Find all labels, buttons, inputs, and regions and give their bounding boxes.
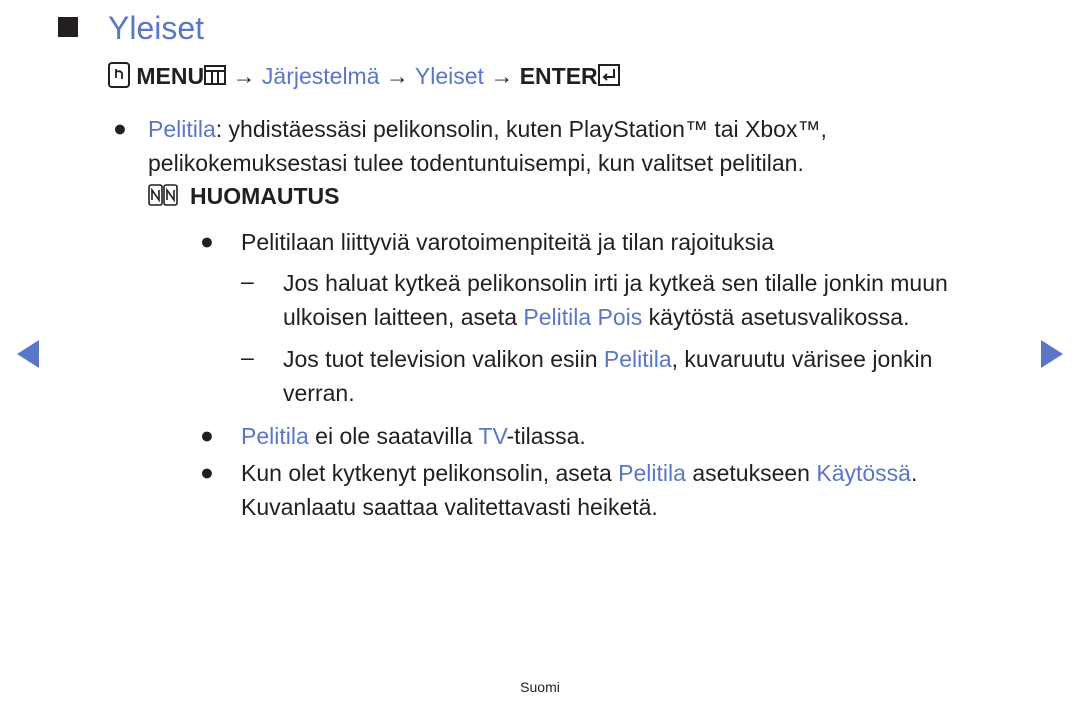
game-mode-text-line2: pelikokemuksestasi tulee todentuntuisempi, kun valitset pelitilan.: [148, 150, 804, 176]
subpoint-disconnect-line1: Jos haluat kytkeä pelikonsolin irti ja kytkeä sen tilalle jonkin muun: [283, 270, 948, 296]
tv-mode-post: -tilassa.: [506, 423, 586, 449]
bullet-icon: ●: [200, 422, 214, 448]
footer-language: Suomi: [520, 679, 560, 695]
prev-page-arrow-icon[interactable]: [17, 340, 39, 368]
game-mode-off-term: Pelitila Pois: [523, 304, 643, 330]
remote-o-icon: [108, 62, 130, 94]
connected-line2: Kuvanlaatu saattaa valitettavasti heiketä.: [241, 494, 658, 520]
menu-arrow: →: [385, 63, 409, 90]
menu-arrow: →: [232, 63, 256, 90]
game-mode-term: Pelitila: [603, 346, 672, 372]
restrictions-heading: Pelitilaan liittyviä varotoimenpiteitä ja tilan rajoituksia: [241, 229, 775, 255]
game-mode-term: Pelitila: [148, 116, 216, 142]
connected-pre: Kun olet kytkenyt pelikonsolin, aseta: [241, 460, 619, 486]
tv-mode-mid: ei ole saatavilla: [308, 423, 479, 449]
menu-path: [108, 62, 620, 94]
bullet-icon: ●: [200, 459, 214, 485]
dash-icon: –: [241, 268, 254, 294]
note-label: HUOMAUTUS: [190, 183, 340, 209]
dash-icon: –: [241, 344, 254, 370]
enter-icon: [598, 64, 620, 92]
game-mode-text-line1: : yhdistäessäsi pelikonsolin, kuten PlayStation™ tai Xbox™,: [215, 116, 827, 142]
next-page-arrow-icon[interactable]: [1041, 340, 1063, 368]
menu-label: MENU: [136, 63, 205, 90]
menu-icon: [204, 64, 226, 92]
section-square-icon: [58, 17, 78, 37]
game-mode-term: Pelitila: [618, 460, 686, 486]
menu-step-general: Yleiset: [414, 63, 484, 90]
game-mode-description: [148, 112, 1028, 180]
subpoint-menu-pre: Jos tuot television valikon esiin: [283, 346, 604, 372]
tv-term: TV: [478, 423, 507, 449]
connected-mid: asetukseen: [685, 460, 817, 486]
connected-note: [241, 456, 1031, 524]
subpoint-disconnect-post: käytöstä asetusvalikossa.: [642, 304, 910, 330]
page-title: Yleiset: [108, 10, 205, 46]
subpoint-disconnect-pre: ulkoisen laitteen, aseta: [283, 304, 524, 330]
subpoint-disconnect: [283, 266, 1023, 334]
subpoint-menu-line2: verran.: [283, 380, 355, 406]
bullet-icon: ●: [113, 115, 127, 141]
tv-mode-note: [241, 419, 1031, 453]
menu-arrow: →: [490, 63, 514, 90]
note-header: [148, 183, 340, 212]
connected-post: .: [910, 460, 918, 486]
bullet-icon: ●: [200, 228, 214, 254]
note-icon: [148, 184, 178, 212]
subpoint-menu: [283, 342, 1023, 410]
enabled-term: Käytössä: [816, 460, 911, 486]
enter-label: ENTER: [519, 63, 598, 90]
subpoint-menu-post: , kuvaruutu värisee jonkin: [671, 346, 933, 372]
game-mode-term: Pelitila: [241, 423, 309, 449]
menu-step-system: Järjestelmä: [261, 63, 380, 90]
